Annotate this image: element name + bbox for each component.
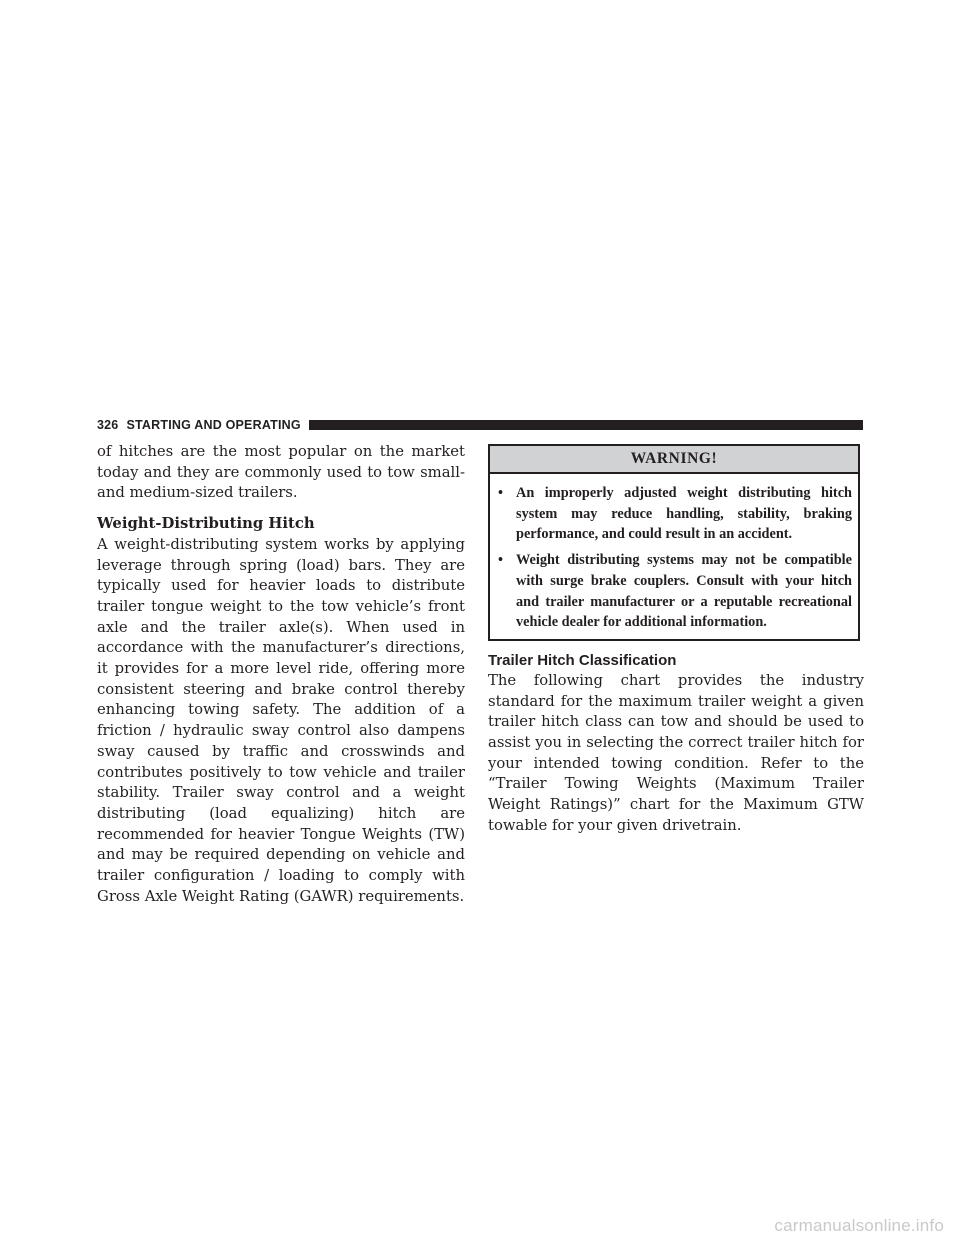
classification-paragraph: The following chart provides the industry standard for the maximum trailer weight a given trailer hitch class can tow and should be used to assist you in selecting the correct trailer hitch for your intended towing condition. Refer to the “Trailer Towing Weights (Maximum Trailer Weight Ratings)” chart for the Maximum GTW towable for your given drivetrain. [488,671,864,834]
right-column [488,442,864,837]
warning-item-text: An improperly adjusted weight distributing hitch system may reduce handling, stability, braking performance, and could result in an accident. [516,485,852,543]
warning-title: WARNING! [490,446,858,474]
header-rule [309,420,863,430]
classification-heading: Trailer Hitch Classification [488,651,677,669]
warning-item [498,550,852,633]
bullet-icon: • [498,552,504,569]
warning-item [498,483,852,545]
watermark: carmanualsonline.info [774,1216,944,1235]
left-column [97,442,465,907]
intro-paragraph: of hitches are the most popular on the market today and they are commonly used to tow small- and medium-sized trailers. [97,443,465,502]
page-number: 326 [97,418,119,432]
bullet-icon: • [498,485,504,501]
warning-item-text: Weight distributing systems may not be compatible with surge brake couplers. Consult with your hitch and trailer manufacturer or a reputable recreational vehicle dealer for additional information. [516,552,852,631]
section-title: STARTING AND OPERATING [126,418,301,432]
warning-box [488,444,860,641]
warning-list [490,474,858,639]
page-header [97,418,863,432]
weight-distributing-paragraph: A weight-distributing system works by applying leverage through spring (load) bars. They are typically used for heavier loads to distribute trailer tongue weight to the tow vehicle’s front axle and the trailer axle(s). When used in accordance with the manufacturer’s directions, it provides for a more level ride, offering more consistent steering and brake control thereby enhancing towing safety. The addition of a friction / hydraulic sway control also dampens sway caused by traffic and crosswinds and contributes positively to tow vehicle and trailer stability. Trailer sway control and a weight distributing (load equalizing) hitch are recommended for heavier Tongue Weights (TW) and may be required depending on vehicle and trailer configuration / loading to comply with Gross Axle Weight Rating (GAWR) requirements. [97,535,465,905]
weight-distributing-heading: Weight-Distributing Hitch [97,515,315,533]
